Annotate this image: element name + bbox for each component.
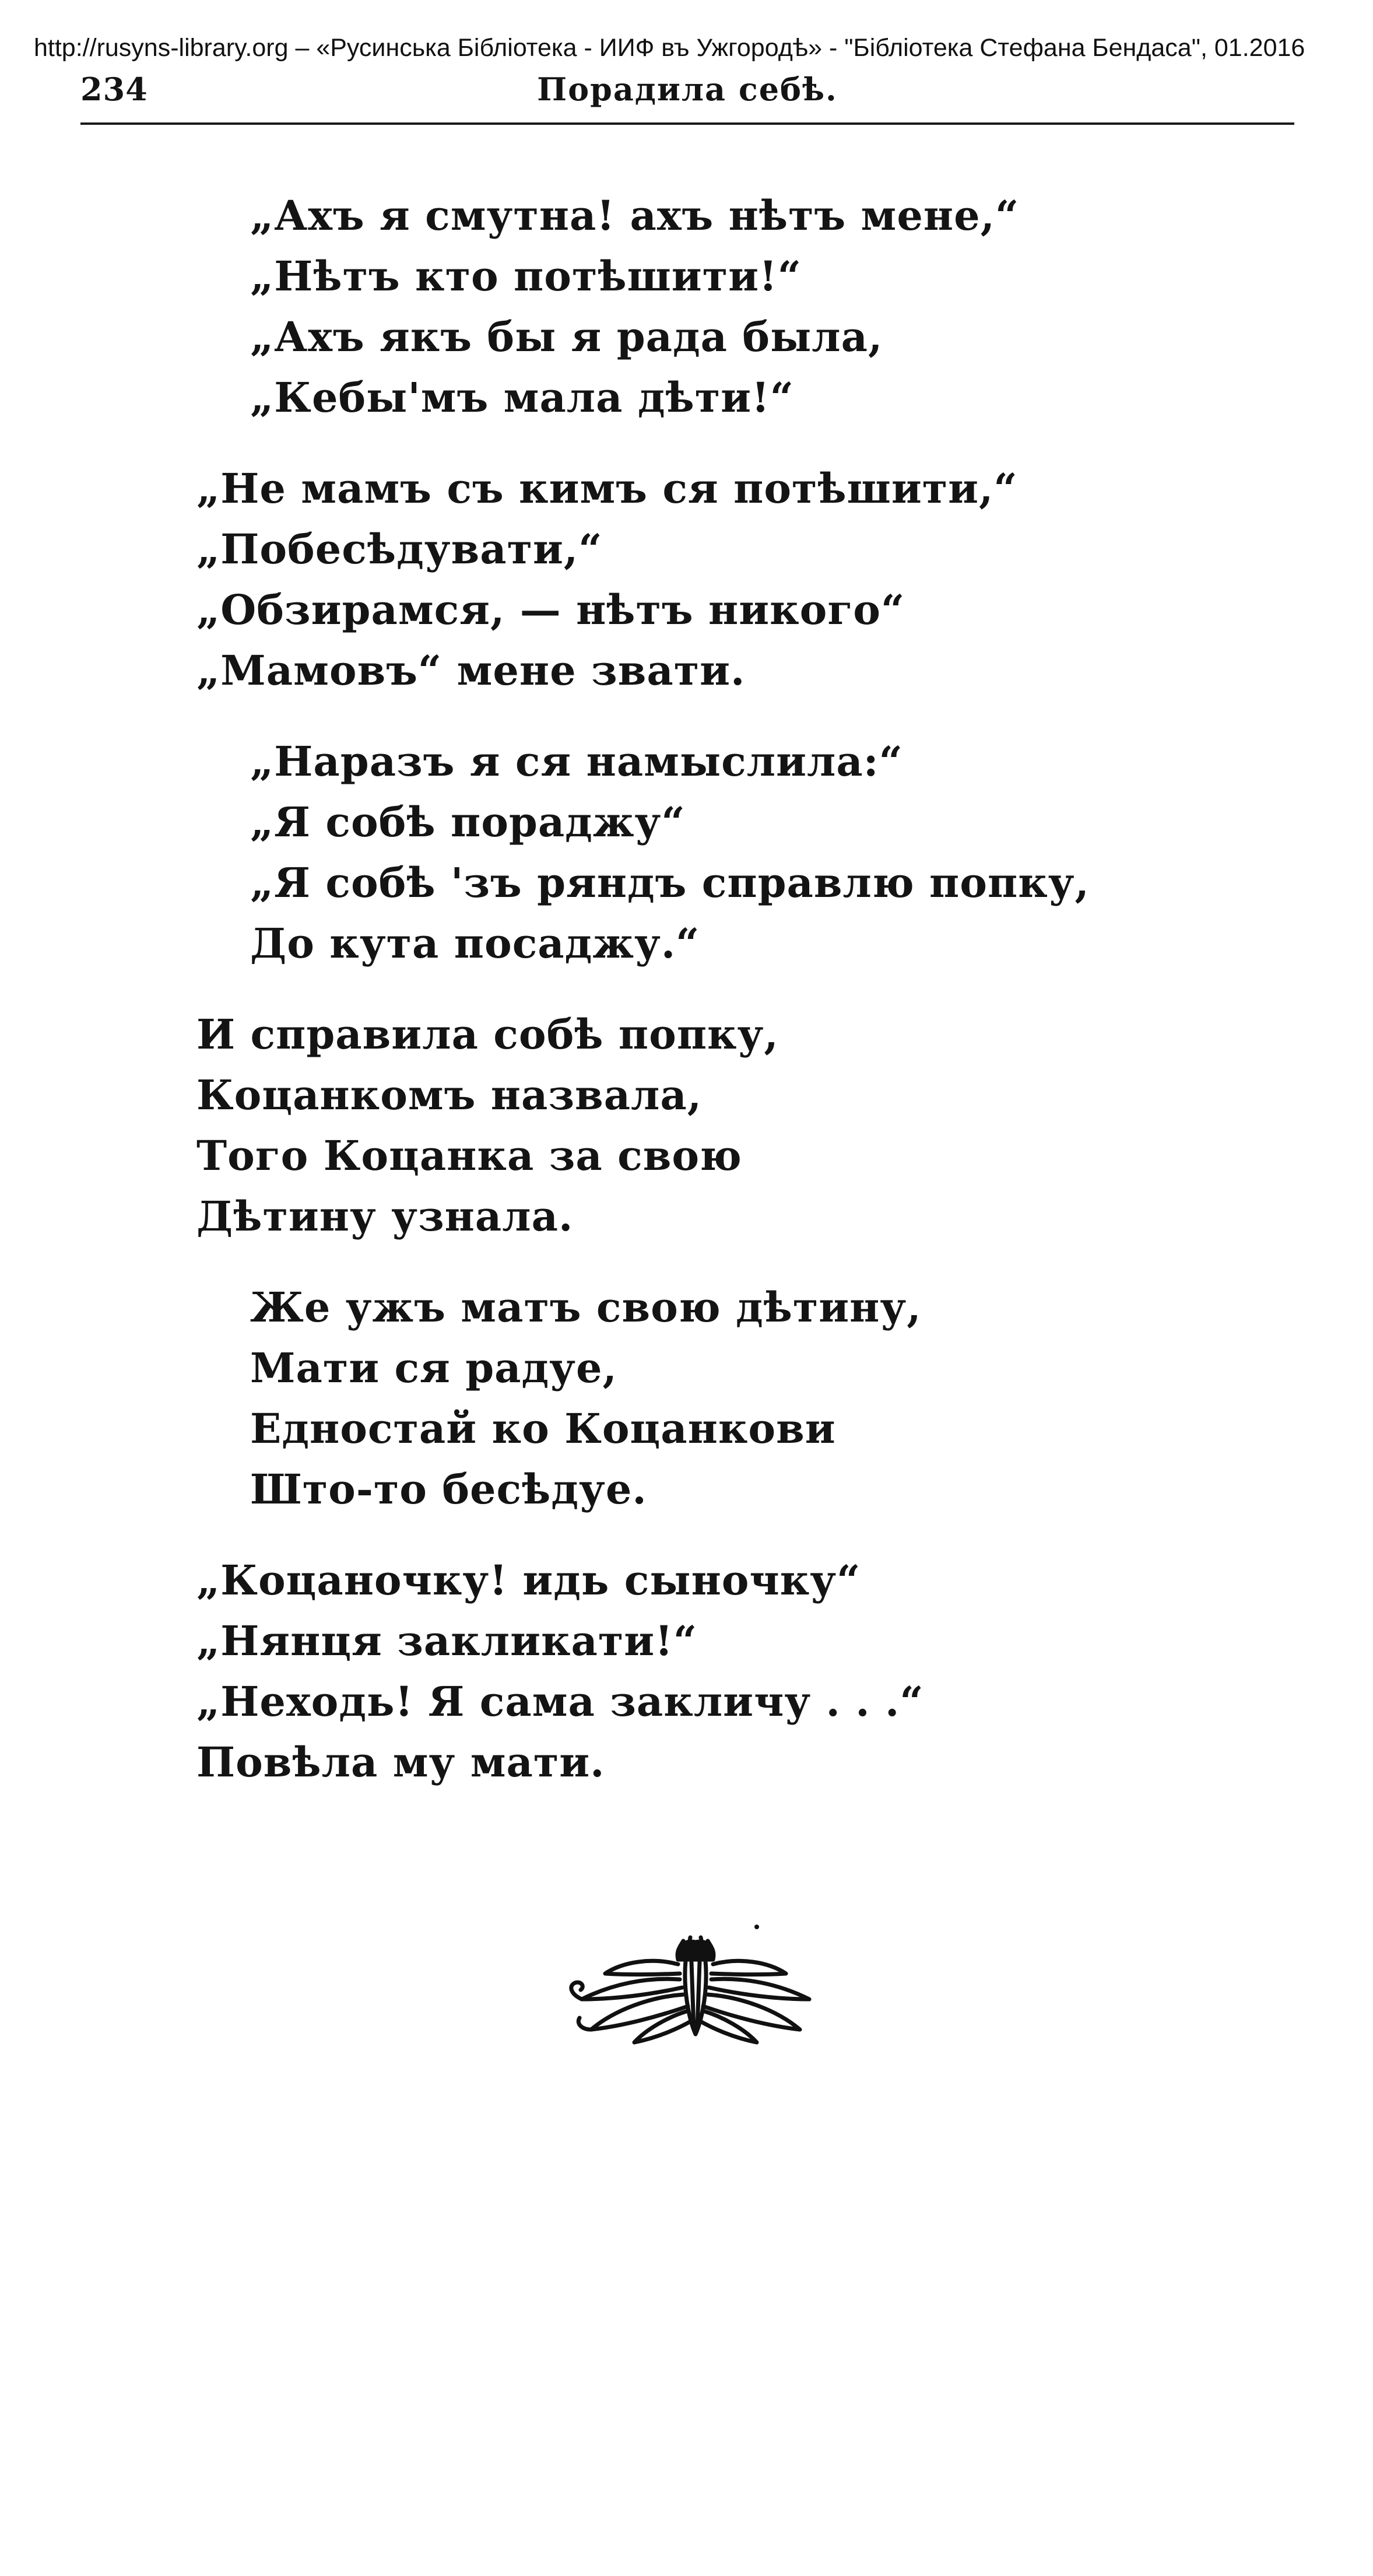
verse-line: Едностай ко Коцанкови xyxy=(250,1404,836,1453)
stanza-2 xyxy=(196,458,1188,701)
verse-line: „Не мамъ съ кимъ ся потѣшити,“ xyxy=(196,464,1018,513)
verse-line: Повѣла му мати. xyxy=(196,1738,605,1786)
verse-line: И справила собѣ попку, xyxy=(196,1010,779,1059)
running-header xyxy=(80,69,1294,115)
stanza-1 xyxy=(196,185,1188,428)
verse-line: „Я собѣ пораджу“ xyxy=(250,798,686,846)
verse-line: „Ахъ якъ бы я рада была, xyxy=(250,313,883,361)
verse-line: Што-то бесѣдуе. xyxy=(250,1465,647,1513)
poem-body xyxy=(196,185,1188,1823)
stanza-5 xyxy=(196,1277,1188,1520)
verse-line: Того Коцанка за свою xyxy=(196,1131,742,1180)
verse-line: Дѣтину узнала. xyxy=(196,1192,574,1240)
verse-line: „Обзирамся, — нѣтъ никого“ xyxy=(196,586,905,634)
verse-line: „Побесѣдувати,“ xyxy=(196,525,603,573)
verse-line: „Кебы'мъ мала дѣти!“ xyxy=(250,373,795,422)
verse-line: „Я собѣ 'зъ ряндъ справлю попку, xyxy=(250,858,1090,907)
scallop-shell-ornament-icon xyxy=(559,1923,833,2046)
verse-line: „Наразъ я ся намыслила:“ xyxy=(250,737,903,786)
verse-line: Же ужъ матъ свою дѣтину, xyxy=(250,1283,922,1331)
verse-line: „Ахъ я смутна! ахъ нѣтъ мене,“ xyxy=(250,191,1020,240)
verse-line: Коцанкомъ назвала, xyxy=(196,1071,703,1119)
header-rule xyxy=(80,122,1294,125)
page-number: 234 xyxy=(80,71,148,108)
stanza-6 xyxy=(196,1550,1188,1793)
verse-line: До кута посаджу.“ xyxy=(250,919,700,968)
verse-line: „Нянця закликати!“ xyxy=(196,1617,698,1665)
stanza-3 xyxy=(196,731,1188,974)
verse-line: „Неходь! Я сама закличу . . .“ xyxy=(196,1677,924,1726)
running-title: Порадила себѣ. xyxy=(537,71,838,108)
source-attribution-line: http://rusyns-library.org – «Русинська Бібліотека - ИИФ въ Ужгородѣ» - "Бібліотека Стефана Бендаса", 01.2016 xyxy=(34,34,1305,62)
verse-line: Мати ся радуе, xyxy=(250,1344,617,1392)
verse-line: „Мамовъ“ мене звати. xyxy=(196,646,746,695)
verse-line: „Нѣтъ кто потѣшити!“ xyxy=(250,252,802,300)
stanza-4 xyxy=(196,1004,1188,1247)
verse-line: „Коцаночку! идь сыночку“ xyxy=(196,1556,861,1604)
